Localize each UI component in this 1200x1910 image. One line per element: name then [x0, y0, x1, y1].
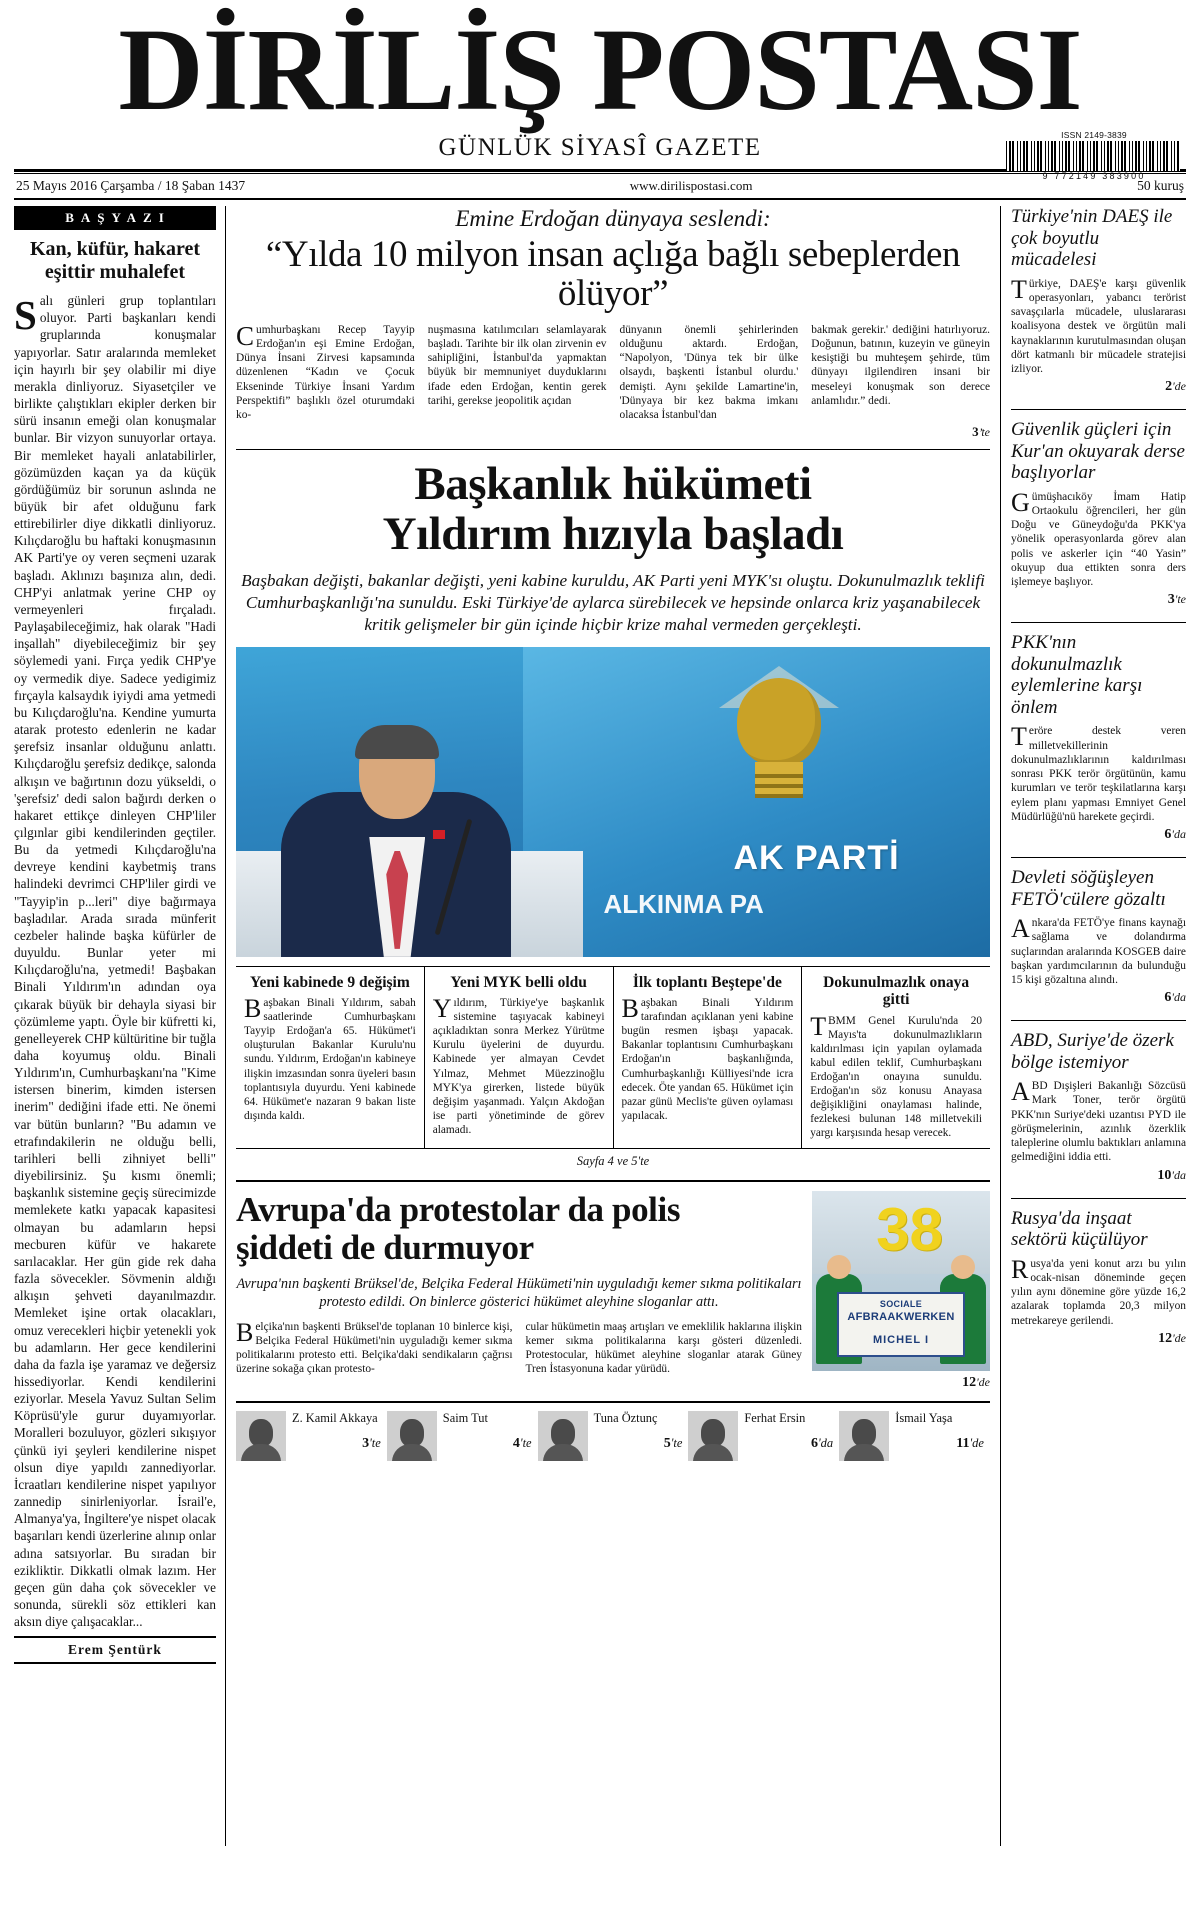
right-news-3-title[interactable]: PKK'nın dokunulmazlık eylemlerine karşı önlem [1011, 632, 1143, 718]
right-news-sep-4 [1011, 1020, 1186, 1021]
right-news-3-page-num: 6 [1164, 827, 1172, 843]
right-news-4-body: nkara'da FETÖ'ye finans kaynağı sağlama ve dolandırma suçlarından aralarında KOSGEB daire başkan yardımcılarının da bulunduğu 15 kişi gözaltına alındı. [1011, 917, 1186, 986]
europe-story [236, 1191, 990, 1391]
editorial-dropcap: S [14, 292, 37, 339]
columnist-meta-1 [292, 1411, 381, 1452]
columnist-meta-2 [443, 1411, 532, 1452]
columnist-avatar-5 [839, 1411, 889, 1461]
right-news-sep-3 [1011, 857, 1186, 858]
columnist-meta-4 [744, 1411, 833, 1452]
right-news-1 [1011, 206, 1186, 395]
columnist-item-5[interactable] [839, 1411, 990, 1461]
right-news-6-body: usya'da yeni konut arzı bu yılın ocak-nisan döneminde geçen yılın aynı dönemine göre yüzde 16,2 azalarak toplamda 20,3 milyon metrekareye gerilendi. [1011, 1257, 1186, 1327]
right-news-5-page[interactable] [1011, 1168, 1186, 1184]
avatar-head [551, 1419, 575, 1447]
bulb-line-2 [755, 784, 803, 788]
europe-story-photo [812, 1191, 990, 1371]
top-story-col-1 [236, 320, 415, 422]
main-story-page-ref[interactable]: Sayfa 4 ve 5'te [576, 1154, 650, 1169]
right-news-3-body: eröre destek veren milletvekillerinin dokunulmazlıklarının kaldırılması sonrası PKK terör örgütünün, kamu kurumları ve terör teşkilatlarına karşı eylem planı yapması Emniyet Genel Müdürlüğü'nü harekete geçirdi. [1011, 725, 1186, 823]
protest-number-38: 38 [876, 1196, 943, 1264]
right-news-5-title[interactable]: ABD, Suriye'de özerk bölge istemiyor [1011, 1030, 1174, 1073]
right-news-2-page-suffix: 'te [1174, 592, 1186, 607]
right-news-2-text [1011, 487, 1186, 590]
columnist-avatar-3 [538, 1411, 588, 1461]
cover-price: 50 kuruş [1137, 178, 1184, 194]
avatar-head [400, 1419, 424, 1447]
subbox-2-text [433, 996, 605, 1137]
avatar-body [241, 1444, 281, 1461]
subbox-4 [802, 967, 990, 1148]
photo-logo-text-secondary: ALKINMA PA [603, 888, 764, 919]
right-news-2-page-num: 3 [1167, 592, 1175, 608]
editorial-text: alı günleri grup toplantıları oluyor. Parti başkanları kendi gruplarında konuşmalar yapıyorlar. Satır aralarında memleket için hayırlı bir şey olabilir mi diye merakla dinliyoruz. Siyasetçiler ve birlikte çalıştıkları ekipler derken bir sürü insanın emeği olan konuşmalar bunlar. Bir vizyon sunuyorlar ortaya. Bir memleket hayali anlatabilirler, gözümüzden kaçan ya da küçük gördüğümüz bir sorunun aslında ne büyük bir afet olduğunu fark ettirebilirler diye dikkatli dinliyoruz. Kılıçdaroğlu bu haftaki konuşmasının AK Parti'ye oy veren seçmeni uzarak başladı. Aklınızı başınıza alın, dedi. CHP'yi anlatmak yerine CHP oy vermeyenleri fırçaladı. Paylaşabileceğimiz, hak olarak "Hadi inşallah" diyebileceğimiz bir şey söylemedi yani. Fırça yedik CHP'ye oy vermedik diye. Sadece yedigimiz fırçayla kalsaydık iyiydi ama yetmedi bu Kılıçdaroğlu'na. Kendine yumurta atarak protesto edenlerin ne kadar şerefsiz insanlar olduğunu anlattı. Kılıçdaroğlu şerefsiz dedikçe, salonda alkışın ve bağırtının dozu yükseldi, o 'şerefsiz' dedi salon bağırdı derken o hakaret ettikçe dinleyen CHP'liler çılgınlar gibi kendilerinden geçtiler. Bu da yetmedi Kılıçdaroğlu'na devreye kendini kaybetmiş trans halindeki devrimci CHP'liler girdi ve "Tayyip'in p...leri" diye bağırmaya başladılar. Arada sırada münferit cezbeler halinde başka küfürler de duyuldu. Bunlar yeter mi Kılıçdaroğlu'na, yetmedi! Başbakan Binali Yıldırım'ın adından oya çıkarak büyük bir dehayla siyasi bir çözümleme yaptı. Öyle bir küfretti ki, genelleyerek CHP kültüritine bir tuğla daha koyumuş oldu. Binali Yıldırım'ın, Cumhurbaşkanı'na "Kime istersen binerim, kimden istersen inerim" dediğini ifade etti. Ne önemi var bütün bunların? "Bu adamın ve etrafındakilerin ne olduğu belli, tarihleri belli zihniyet belli" diyebilirsiniz. Şu kısmı önemli; başkanlık sistemine geçiş sürecimizde memlekete katkı yapacak kapasitesi olmayan bu adamların hepsi mecburen küfür ve hakarete sarılacaklar. Her gün gide rek daha fazla sövecekler. Sövmenin aldığı alkışın şehveti dayanılmazdır. Memleket işine ortak olacakları, omuz verecekleri hiçbir yetenekli yok bu adamların. Her gece kendilerini daha da fazla işe yaramaz ve değersiz hissediyorlar. Kendi kendilerini eziyorlar. Mesela Yavuz Sultan Selim Köprüsü'yle gurur duyamıyorlar. Moralleri bozuluyor, gözleri sıkışıyor çünkü iyi şeyleri kendilerine nispet olsun diye yapıldı zannediyorlar. İcraatları kendilerine nispet yapılıyor zannedip sinirleniyorlar. İsrail'e, Almanya'ya, İngiltere'ye nispet olacak başarıları kendi üzerlerine alınıp onlar adına satsıyorlar. Bu sıradan bir ezikliktir. Dikkatli olmak lazım. Her geçen gün daha çok sövecekler ve sonunda, sürekli söz ettikleri kan aksın diye çalışacaklar... [14, 293, 216, 1630]
columnist-name-2: Saim Tut [442, 1411, 488, 1426]
bulb-base [755, 762, 803, 798]
subbox-1-body: aşbakan Binali Yıldırım, sabah saatlerinde Cumhurbaşkanı Tayyip Erdoğan'a 65. Hükümet'i oluşturulan Bakanlar Kurulu'nu sundu. Yıldırım, Erdoğan'ın kabineye ilişkin imzasından sonra üyeleri basın toplantısıyla duyurdu. Yeni kabinede 64. Hükümet'e nazaran 9 bakan liste dışında kaldı. [244, 997, 416, 1122]
columnist-page-3 [594, 1436, 683, 1452]
right-news-1-page[interactable] [1011, 379, 1186, 395]
right-news-sep-2 [1011, 622, 1186, 623]
columnist-avatar-1 [236, 1411, 286, 1461]
columnist-page-num-5: 11 [956, 1435, 970, 1451]
turkish-flag-pin-icon [433, 830, 445, 839]
issn-label: ISSN 2149-3839 [1061, 130, 1127, 140]
right-news-1-body: ürkiye, DAEŞ'e karşı güvenlik operasyonları, yabancı terörist savaşçılarla mücadele, uluslararası koalisyona destek ve örgütün mali kaynaklarının kurutulmasından oluşan dört katmanlı bir mücadele stratejisi izliyor. [1011, 277, 1186, 376]
top-story-kicker: Emine Erdoğan dünyaya seslendi: [455, 206, 771, 232]
subbox-1-dropcap: B [244, 994, 262, 1024]
right-news-4-page[interactable] [1011, 990, 1186, 1006]
right-news-6-text [1011, 1254, 1186, 1328]
europe-story-page-ref[interactable] [812, 1375, 990, 1391]
subbox-2-body: ıldırım, Türkiye'ye başkanlık sistemine taşıyacak kabineyi açıkladıktan sonra Merkez Yürütme Kurulu üyelerini de duyurdu. Kabinede yer almayan Cevdet Yılmaz, Mehmet Müezzinoğlu MYK'ya girerken, listede büyük değişim yaşanmadı. Yalçın Akdoğan ise parti yönetiminde de görev alamadı. [432, 997, 605, 1136]
columnist-page-num-1: 3 [362, 1435, 370, 1451]
right-news-6-page-suffix: 'de [1172, 1330, 1186, 1345]
columnists-strip [236, 1403, 990, 1461]
columnist-name-4: Ferhat Ersin [744, 1411, 806, 1426]
newspaper-title: DİRİLİŞ POSTASI [118, 4, 1082, 135]
protester-head-left [827, 1255, 851, 1279]
avatar-body [693, 1444, 733, 1461]
subbox-3-text [622, 996, 794, 1123]
top-story-page-ref[interactable] [236, 424, 990, 440]
right-news-6-page-num: 12 [1158, 1330, 1173, 1346]
columnist-page-suffix-4: 'da [818, 1435, 834, 1450]
website-url[interactable]: www.dirilispostasi.com [629, 178, 753, 194]
top-story [236, 206, 990, 440]
subbox-4-dropcap: T [810, 1011, 827, 1041]
right-news-4 [1011, 867, 1186, 1006]
right-news-2-page[interactable] [1011, 592, 1186, 608]
europe-headline-line-2: şiddeti de durmuyor [236, 1227, 534, 1267]
columnist-item-2[interactable] [387, 1411, 538, 1461]
right-news-5-dropcap: A [1011, 1077, 1030, 1107]
page-grid [14, 206, 1186, 1846]
top-story-col1-text: umhurbaşkanı Recep Tayyip Erdoğan'ın eşi Emine Erdoğan, Dünya İnsani Zirvesi kapsamında düzenlenen “Kadın ve Çocuk Ekseninde Türkiye İnsani Yardım Perspektifi” başlıklı özel oturumdaki ko- [236, 323, 415, 421]
editorial-section-label: BAŞYAZI [14, 206, 216, 230]
columnist-page-2 [443, 1436, 532, 1452]
bulb-glass [737, 678, 821, 766]
editorial-author: Erem Şentürk [68, 1642, 162, 1658]
subbox-3-dropcap: B [621, 994, 639, 1024]
right-news-3-page-suffix: 'da [1171, 827, 1186, 842]
right-news-6-page[interactable] [1011, 1331, 1186, 1347]
top-story-dropcap: C [236, 320, 255, 351]
subbox-1-title[interactable]: Yeni kabinede 9 değişim [249, 973, 410, 991]
main-content-column [226, 206, 1000, 1846]
subbox-2 [425, 967, 614, 1148]
editorial-rule-bottom [14, 1662, 216, 1664]
columnist-page-num-3: 5 [663, 1435, 671, 1451]
top-story-body [236, 320, 990, 422]
europe-story-text-area [236, 1191, 802, 1391]
main-story-divider [236, 1180, 990, 1182]
columnist-avatar-4 [688, 1411, 738, 1461]
columnist-page-4 [744, 1436, 833, 1452]
speaker-figure [281, 707, 511, 957]
right-news-4-dropcap: A [1011, 914, 1030, 943]
subbox-3-body: aşbakan Binali Yıldırım tarafından açıklanan yeni kabine bugün resmen işbaşı yapacak. Bakanlar toplantısını Cumhurbaşkanı Erdoğan'ın başkanlığında, Cumhurbaşkanlığı Külliyesi'nde icra edecek. Öte yandan 65. Hükümet için pazar günü Meclis'te güven oylaması yapılacak. [621, 997, 794, 1122]
right-news-2-body: ümüşhacıköy İmam Hatip Ortaokulu öğrencileri, her gün Doğu ve Güneydoğu'da PKK'ya yönelik operasyonlarda görev alan polis ve askerler için “40 Yasin” okuyup dua ettikten sonra ders işlemeye başlıyor. [1011, 490, 1186, 589]
newspaper-subtitle: GÜNLÜK SİYASÎ GAZETE [438, 133, 762, 161]
columnist-page-5 [895, 1436, 984, 1452]
editorial-body [14, 292, 216, 1630]
subbox-4-body: BMM Genel Kurulu'nda 20 Mayıs'ta dokunulmazlıkların kaldırılması için yapılan oylamada kabul edilen teklif, Cumhurbaşkanı Erdoğan'ın onayına sunuldu. Erdoğan'ın söz konusu Anayasa değişikliğini onaylaması halinde, fezlekesi bulunan 148 milletvekili yargı karşısında hesap verecek. [810, 1014, 982, 1140]
columnist-page-suffix-5: 'de [969, 1435, 984, 1450]
right-news-3-text [1011, 724, 1186, 824]
main-story-headline[interactable] [236, 460, 990, 560]
main-headline-line-2: Yıldırım hızıyla başladı [382, 507, 844, 560]
columnist-item-3[interactable] [538, 1411, 689, 1461]
columnist-avatar-2 [387, 1411, 437, 1461]
avatar-head [249, 1419, 273, 1447]
europe-dropcap: B [236, 1317, 254, 1347]
right-news-column [1000, 206, 1186, 1846]
avatar-body [844, 1444, 884, 1461]
europe-story-photo-area [812, 1191, 990, 1391]
editorial-column [14, 206, 226, 1846]
protester-head-right [951, 1255, 975, 1279]
right-news-4-page-num: 6 [1164, 990, 1172, 1006]
top-story-page-suffix: ’te [978, 425, 990, 440]
columnist-item-1[interactable] [236, 1411, 387, 1461]
subbox-2-title[interactable]: Yeni MYK belli oldu [450, 973, 587, 991]
right-news-6-dropcap: R [1011, 1254, 1029, 1284]
columnist-page-suffix-2: 'te [519, 1435, 532, 1450]
dateline-rule [14, 198, 1186, 200]
right-news-5-body: BD Dışişleri Bakanlığı Sözcüsü Mark Toner, terör örgütü PKK'nın Suriye'deki uzantısı PYD ile görüşmelerinin, azınlık özerklik taleplerine olumlu baktıkları anlamına gelmediğini iddia etti. [1011, 1080, 1186, 1164]
top-story-headline[interactable]: “Yılda 10 milyon insan açlığa bağlı sebeplerden ölüyor” [265, 234, 961, 314]
subbox-4-text [810, 1011, 982, 1141]
right-news-sep-5 [1011, 1198, 1186, 1199]
main-story-dek: Başbakan değişti, bakanlar değişti, yeni kabine kuruldu, AK Parti yeni MYK'sı oluştu. Dokunulmazlık teklifi Cumhurbaşkanlığı'na sunuldu. Eski Türkiye'de aylarca sürebilecek ve hepsinde onlarca kriz yaşanabilecek kritik gelişmeler bir gün içinde hiçbir krize mahal vermeden gerçekleşti. [241, 570, 985, 635]
right-news-5-page-suffix: 'da [1171, 1167, 1186, 1182]
columnist-page-num-4: 6 [811, 1435, 818, 1451]
main-headline-line-1: Başkanlık hükümeti [414, 458, 812, 511]
bulb-line-3 [755, 794, 803, 798]
main-story-subboxes [236, 966, 990, 1149]
top-story-divider [236, 449, 990, 450]
main-story [236, 460, 990, 1171]
protest-banner [837, 1292, 965, 1357]
masthead [14, 4, 1186, 181]
europe-col-2: cular hükümetin maaş artışları ve emeklilik haklarına ilişkin kemer sıkma politikalarına karşı gösteri düzenledi. Protestocular, hükümet aleyhine sloganlar atarak Güney Tren İstasyonuna kadar yürüdü. [525, 1320, 802, 1376]
top-story-col-2: nuşmasına katılımcıları selamlayarak başladı. Tarihte bir ilk olan zirvenin ev sahipliğini, İstanbul'da yapmaktan büyük bir memnuniyet duyduklarını ifade eden Erdoğan, kentin gerek tarihi, gerekse jeopolitik açıdan [427, 323, 607, 407]
right-news-3-dropcap: T [1011, 722, 1027, 752]
barcode-number: 9 772149 383900 [1042, 171, 1146, 181]
banner-line-3: MICHEL I [872, 1333, 930, 1346]
right-news-1-dropcap: T [1011, 274, 1027, 304]
columnist-page-suffix-1: 'te [369, 1435, 381, 1450]
europe-page-suffix: 'de [976, 1375, 990, 1390]
columnist-name-3: Tuna Öztunç [593, 1411, 658, 1426]
columnist-meta-5 [895, 1411, 984, 1452]
columnist-page-suffix-3: 'te [670, 1435, 683, 1450]
europe-page-number: 12 [962, 1375, 977, 1391]
columnist-item-4[interactable] [688, 1411, 839, 1461]
right-news-1-page-num: 2 [1165, 379, 1173, 395]
subbox-3 [614, 967, 803, 1148]
subbox-2-dropcap: Y [432, 994, 452, 1024]
avatar-body [543, 1444, 583, 1461]
right-news-4-page-suffix: 'da [1171, 990, 1186, 1005]
right-news-5-page-num: 10 [1157, 1167, 1172, 1183]
right-news-1-page-suffix: 'de [1172, 379, 1186, 394]
publication-date: 25 Mayıs 2016 Çarşamba / 18 Şaban 1437 [16, 178, 246, 194]
subbox-1 [236, 967, 425, 1148]
subbox-1-text [244, 996, 416, 1123]
top-story-page-number: 3 [972, 424, 979, 440]
avatar-head [852, 1419, 876, 1447]
top-story-col-4: bakmak gerekir.' dediğini hatırlıyoruz. Doğunun, batının, kuzeyin ve güneyin kesiştiği bu muhteşem şehirde, tüm dünyayı ilgilendiren insani bir meseleyi konuşmak son derece anlamlıdır.” dedi. [811, 323, 990, 407]
avatar-head [701, 1419, 725, 1447]
columnist-meta-3 [594, 1411, 683, 1452]
right-news-6-title[interactable]: Rusya'da inşaat sektörü küçülüyor [1011, 1207, 1148, 1251]
right-news-2-title[interactable]: Güvenlik güçleri için Kur'an okuyarak derse başlıyorlar [1011, 419, 1185, 484]
right-news-4-text [1011, 916, 1186, 987]
europe-col-1 [236, 1317, 513, 1377]
main-story-photo [236, 647, 990, 957]
right-news-5-text [1011, 1079, 1186, 1165]
barcode [1006, 130, 1182, 181]
columnist-name-5: İsmail Yaşa [895, 1411, 953, 1426]
europe-headline-line-1: Avrupa'da protestolar da polis [236, 1190, 681, 1230]
europe-story-headline[interactable] [236, 1191, 802, 1266]
europe-col1-text: elçika'nın başkenti Brüksel'de toplanan 10 binlerce kişi, Belçika Federal Hükümeti'nin uyguladığı kemer sıkma politikalarını protesto etti. Belçika'daki sendikaların çağrısı üzerine sokağa çıkan protesto- [236, 1320, 513, 1376]
right-news-2 [1011, 419, 1186, 608]
banner-line-1: SOCIALE [879, 1298, 923, 1309]
photo-logo-text: AK PARTİ [733, 839, 900, 878]
banner-line-2: AFBRAAKWERKEN [847, 1310, 955, 1323]
right-news-6 [1011, 1208, 1186, 1347]
right-news-3-page[interactable] [1011, 827, 1186, 843]
right-news-sep-1 [1011, 409, 1186, 410]
subbox-3-title[interactable]: İlk toplantı Beştepe'de [632, 973, 782, 991]
columnist-name-1: Z. Kamil Akkaya [292, 1411, 378, 1426]
columnist-page-num-2: 4 [512, 1435, 520, 1451]
europe-story-body [236, 1317, 802, 1377]
top-story-col-3: dünyanın önemli şehirlerinden olduğunu aktardı. Erdoğan, “Napolyon, 'Dünya tek bir ülke olsaydı, başkenti İstanbul olurdu.' demişti. Aynı şekilde Lamartine'in, 'Dünyaya bir kez bakma imkanı olacaksa İstanbul'dan [619, 323, 799, 421]
europe-story-dek: Avrupa'nın başkenti Brüksel'de, Belçika Federal Hükümeti'nin uyguladığı kemer sıkma politikaları protesto edildi. On binlerce gösterici hükümet aleyhine sloganlar attı. [236, 1275, 802, 1311]
right-news-2-dropcap: G [1011, 487, 1030, 517]
figure-hair [355, 725, 439, 759]
right-news-5 [1011, 1030, 1186, 1183]
right-news-4-title[interactable]: Devleti söğüşleyen FETÖ'cülere gözaltı [1011, 867, 1166, 910]
barcode-bars [1006, 141, 1180, 171]
right-news-1-text [1011, 274, 1186, 377]
right-news-3 [1011, 632, 1186, 843]
bulb-line-1 [755, 774, 803, 778]
avatar-body [392, 1444, 432, 1461]
columnist-page-1 [292, 1436, 381, 1452]
akparti-bulb-icon [719, 678, 839, 828]
subbox-4-title[interactable]: Dokunulmazlık onaya gitti [823, 973, 970, 1009]
right-news-1-title[interactable]: Türkiye'nin DAEŞ ile çok boyutlu mücadelesi [1011, 206, 1173, 271]
editorial-title: Kan, küfür, hakaret eşittir muhalefet [29, 238, 201, 284]
